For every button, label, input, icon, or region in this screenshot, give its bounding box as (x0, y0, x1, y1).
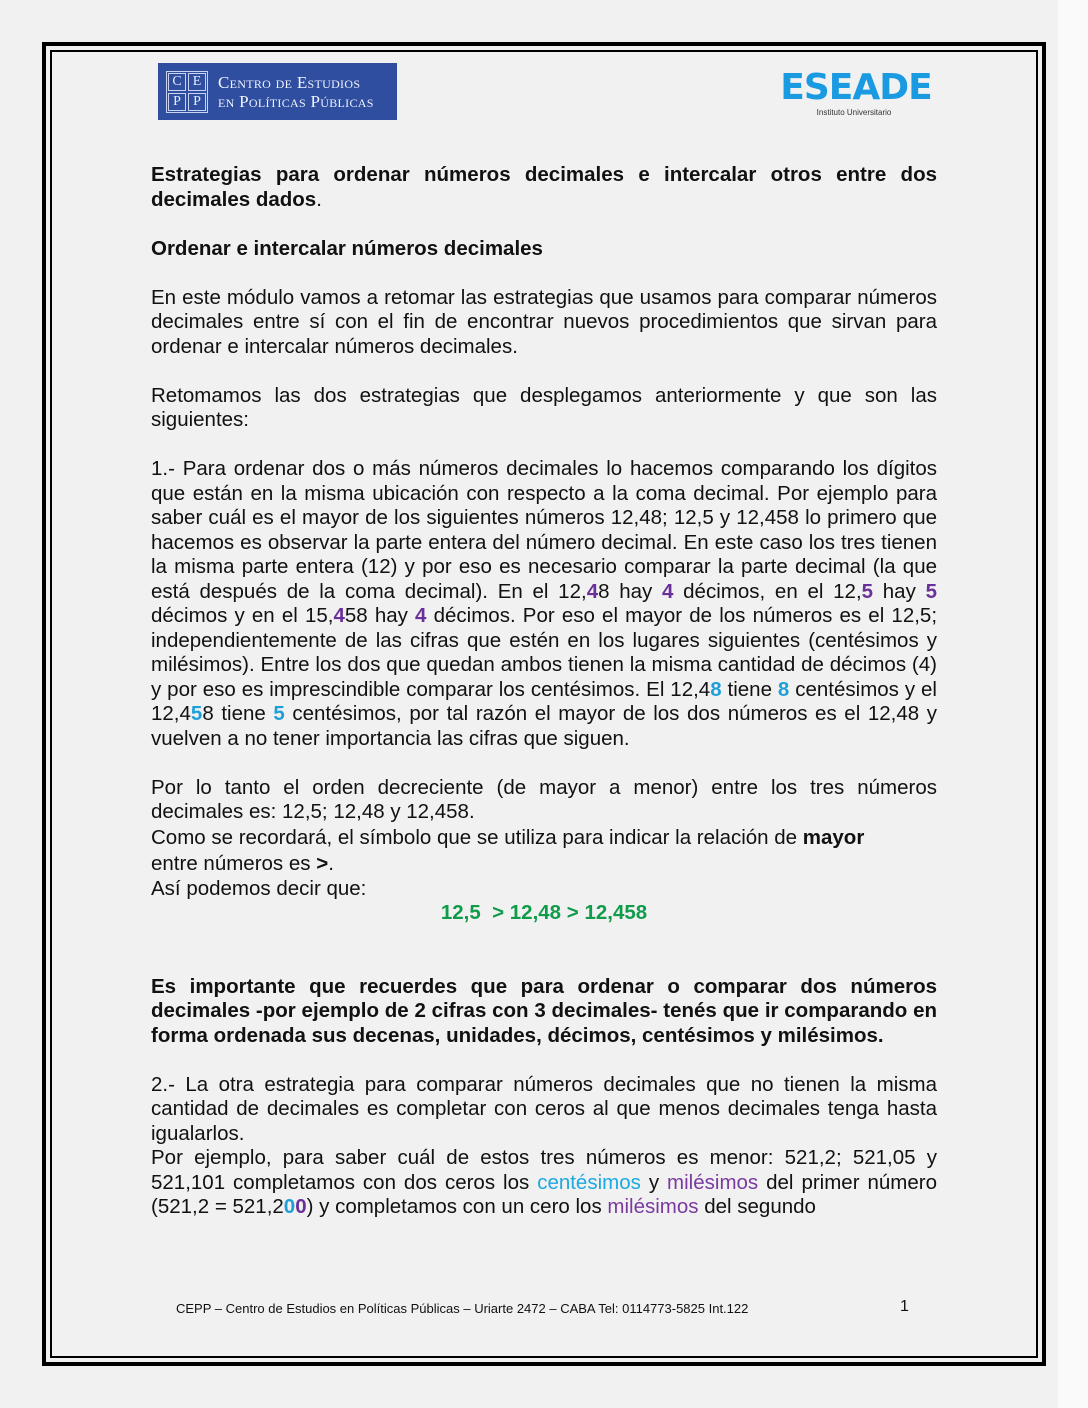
footer-contact: CEPP – Centro de Estudios en Políticas Públicas – Uriarte 2472 – CABA Tel: 0114773-5825 Int.122 (176, 1301, 749, 1316)
cepp-letter: P (168, 93, 186, 111)
highlight-centesimo: 8 (710, 677, 722, 701)
highlight-centesimo: 5 (273, 702, 285, 725)
page-number: 1 (900, 1298, 909, 1315)
highlight-zero: 0 (295, 1195, 307, 1218)
highlight-centesimo: 5 (190, 702, 203, 725)
highlight-decimo: 4 (333, 604, 345, 627)
cepp-name-line1: Centro de Estudios (218, 72, 361, 92)
paragraph-strategy-2: 2.- La otra estrategia para comparar números decimales que no tienen la misma cantidad de decimales es completar con ceros al que menos decimales tenga hasta igualarlos. (151, 1072, 937, 1145)
paragraph-example-2: Por ejemplo, para saber cuál de estos tres números es menor: 521,2; 521,05 y 521,101 completamos con dos ceros los centésimos y milésimos del primer número (521,2 = 521,200) y completamos con un cero los milésimos del segundo (151, 1146, 937, 1218)
document-body (151, 163, 937, 1220)
eseade-subtitle: Instituto Universitario (816, 108, 892, 117)
paragraph-strategies: Retomamos las dos estrategias que desplegamos anteriormente y que son las siguientes: (151, 383, 937, 431)
highlight-decimo: 5 (861, 579, 874, 603)
highlight-decimo: 4 (586, 579, 599, 603)
highlight-milesimos-word: milésimos (607, 1195, 699, 1218)
highlight-decimo: 5 (925, 579, 937, 603)
cepp-logo-mark (166, 71, 208, 113)
important-note: Es importante que recuerdes que para ordenar o comparar dos números decimales -por ejemplo de 2 cifras con 3 decimales- tenés que ir comparando en forma ordenada sus decenas, unidades, décimos, centésimos y milésimos. (151, 974, 937, 1047)
paragraph-strategy-1: 1.- Para ordenar dos o más números decimales lo hacemos comparando los dígitos que están en la misma ubicación con respecto a la coma decimal. Por ejemplo para saber cuál es el mayor de los siguientes números 12,48; 12,5 y 12,458 lo primero que hacemos es observar la parte entera del número decimal. En este caso los tres tienen la misma parte entera (12) y por eso es necesario comparar la parte decimal (la que está después de la coma decimal). En el 12,48 hay 4 décimos, en el 12,5 hay 5 décimos y en el 15,458 hay 4 décimos. Por eso el mayor de los números es el 12,5; independientemente de las cifras que estén en los lugares siguientes (centésimos y milésimos). Entre los dos que quedan ambos tienen la misma cantidad de décimos (4) y por eso es imprescindible comparar los centésimos. El 12,48 tiene 8 centésimos y el 12,458 tiene 5 centésimos, por tal razón el mayor de los dos números es el 12,48 y vuelven a no tener importancia las cifras que siguen. (151, 457, 938, 750)
cepp-logo (158, 63, 397, 120)
cepp-letter: E (188, 73, 206, 91)
document-title: Estrategias para ordenar números decimales e intercalar otros entre dos decimales dados. (151, 163, 937, 211)
cepp-name-line2: en Políticas Públicas (218, 91, 374, 111)
section-heading: Ordenar e intercalar números decimales (151, 236, 543, 260)
highlight-decimo: 4 (415, 604, 427, 627)
eseade-logo (776, 68, 936, 117)
paragraph-intro: En este módulo vamos a retomar las estrategias que usamos para comparar números decimales entre sí con el fin de encontrar nuevos procedimientos que sirvan para ordenar e intercalar números decimales. (151, 285, 937, 358)
highlight-decimo: 4 (662, 579, 674, 603)
highlight-centesimos-word: centésimos (537, 1170, 641, 1194)
cepp-name (218, 73, 374, 111)
highlight-milesimos-word: milésimos (667, 1170, 759, 1194)
eseade-wordmark: ESEADE (780, 67, 932, 108)
highlight-centesimo: 8 (777, 677, 790, 701)
cepp-letter: C (168, 73, 186, 91)
paragraph-symbol: Como se recordará, el símbolo que se utiliza para indicar la relación de mayor entre números es >. (151, 825, 865, 875)
equation: 12,5 > 12,48 > 12,458 (440, 901, 648, 924)
paragraph-conclusion: Así podemos decir que: (151, 876, 367, 900)
page-edge (1058, 0, 1088, 1408)
cepp-letter: P (188, 93, 206, 111)
highlight-zero: 0 (283, 1195, 296, 1218)
paragraph-order: Por lo tanto el orden decreciente (de mayor a menor) entre los tres números decimales es: 12,5; 12,48 y 12,458. (151, 775, 937, 823)
